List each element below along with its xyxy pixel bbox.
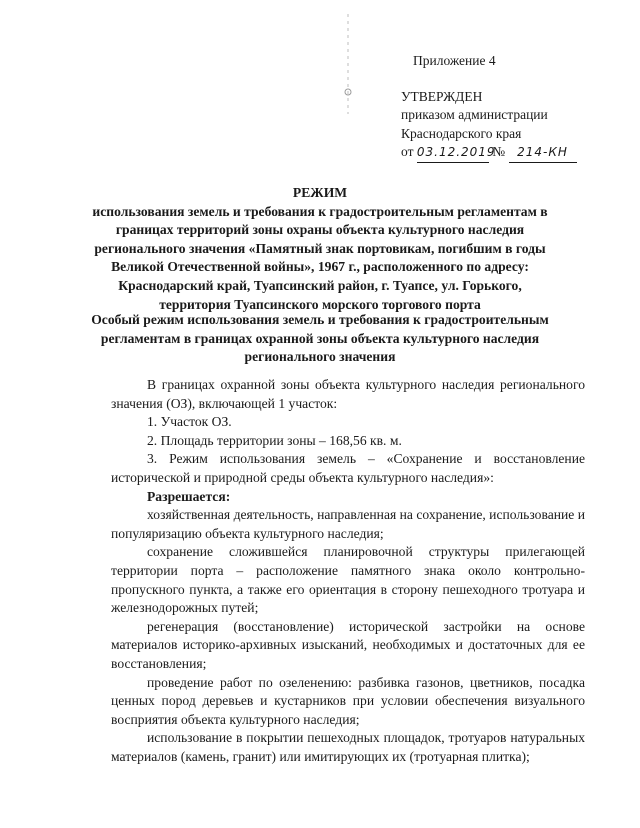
subtitle-line: регионального значения [244, 349, 396, 365]
title-line: границах территорий зоны охраны объекта культурного наследия [115, 222, 525, 238]
allowed-item: сохранение сложившейся планировочной структуры прилегающей территории порта – расположение памятного знака около контрольно-пропускного пункта, а также его ориентация в сторону пешеходного тротуара и железнодорожных путей; [111, 544, 585, 616]
handwritten-number: 214-КН [509, 142, 577, 163]
title-line: использования земель и требования к градостроительным регламентам в [92, 203, 548, 219]
title-line: Краснодарский край, Туапсинский район, г. Туапсе, ул. Горького, [118, 277, 522, 293]
document-title [60, 184, 580, 314]
from-prefix: от [401, 144, 414, 159]
appendix-label: Приложение 4 [413, 53, 496, 68]
allowed-item: использование в покрытии пешеходных площадок, тротуаров натуральных материалов (камень, гранит) или имитирующих их (тротуарная плитка); [111, 730, 585, 764]
approved-label: УТВЕРЖДЕН [401, 89, 483, 104]
subtitle-line: регламентам в границах охранной зоны объекта культурного наследия [100, 330, 540, 346]
title-heading: РЕЖИМ [292, 185, 348, 200]
number-prefix: № [492, 144, 506, 159]
title-line: Великой Отечественной войны», 1967 г., расположенного по адресу: [111, 259, 529, 275]
subtitle-line: Особый режим использования земель и требования к градостроительным [91, 312, 549, 327]
order-line-1: приказом администрации [401, 107, 548, 122]
binding-stamp-mark [340, 14, 356, 114]
handwritten-date: 03.12.2019 [417, 142, 489, 163]
title-line: регионального значения «Памятный знак портовикам, погибшим в годы [94, 240, 546, 256]
item-1: 1. Участок ОЗ. [147, 414, 232, 430]
allowed-item: проведение работ по озеленению: разбивка газонов, цветников, посадка ценных пород деревьев и кустарников при условии обеспечения визуального восприятия объекта культурного наследия; [111, 674, 585, 727]
intro-paragraph: В границах охранной зоны объекта культурного наследия регионального значения (ОЗ), включающей 1 участок: [111, 377, 585, 411]
item-2: 2. Площадь территории зоны – 168,56 кв. м. [147, 432, 402, 448]
title-line: территория Туапсинского морского торгового порта [159, 296, 481, 312]
order-line-2: Краснодарского края [401, 126, 522, 141]
allowed-item: регенерация (восстановление) исторической застройки на основе материалов историко-архивных изысканий, необходимых и достаточных для ее восстановления; [111, 618, 585, 671]
order-date-number [401, 142, 577, 163]
document-body [111, 376, 585, 766]
allowed-item: хозяйственная деятельность, направленная на сохранение, использование и популяризацию объекта культурного наследия; [111, 507, 585, 541]
section-subtitle [60, 311, 580, 367]
allowed-heading: Разрешается: [147, 488, 231, 504]
item-3: 3. Режим использования земель – «Сохранение и восстановление исторической и природной среды объекта культурного наследия»: [111, 451, 585, 485]
